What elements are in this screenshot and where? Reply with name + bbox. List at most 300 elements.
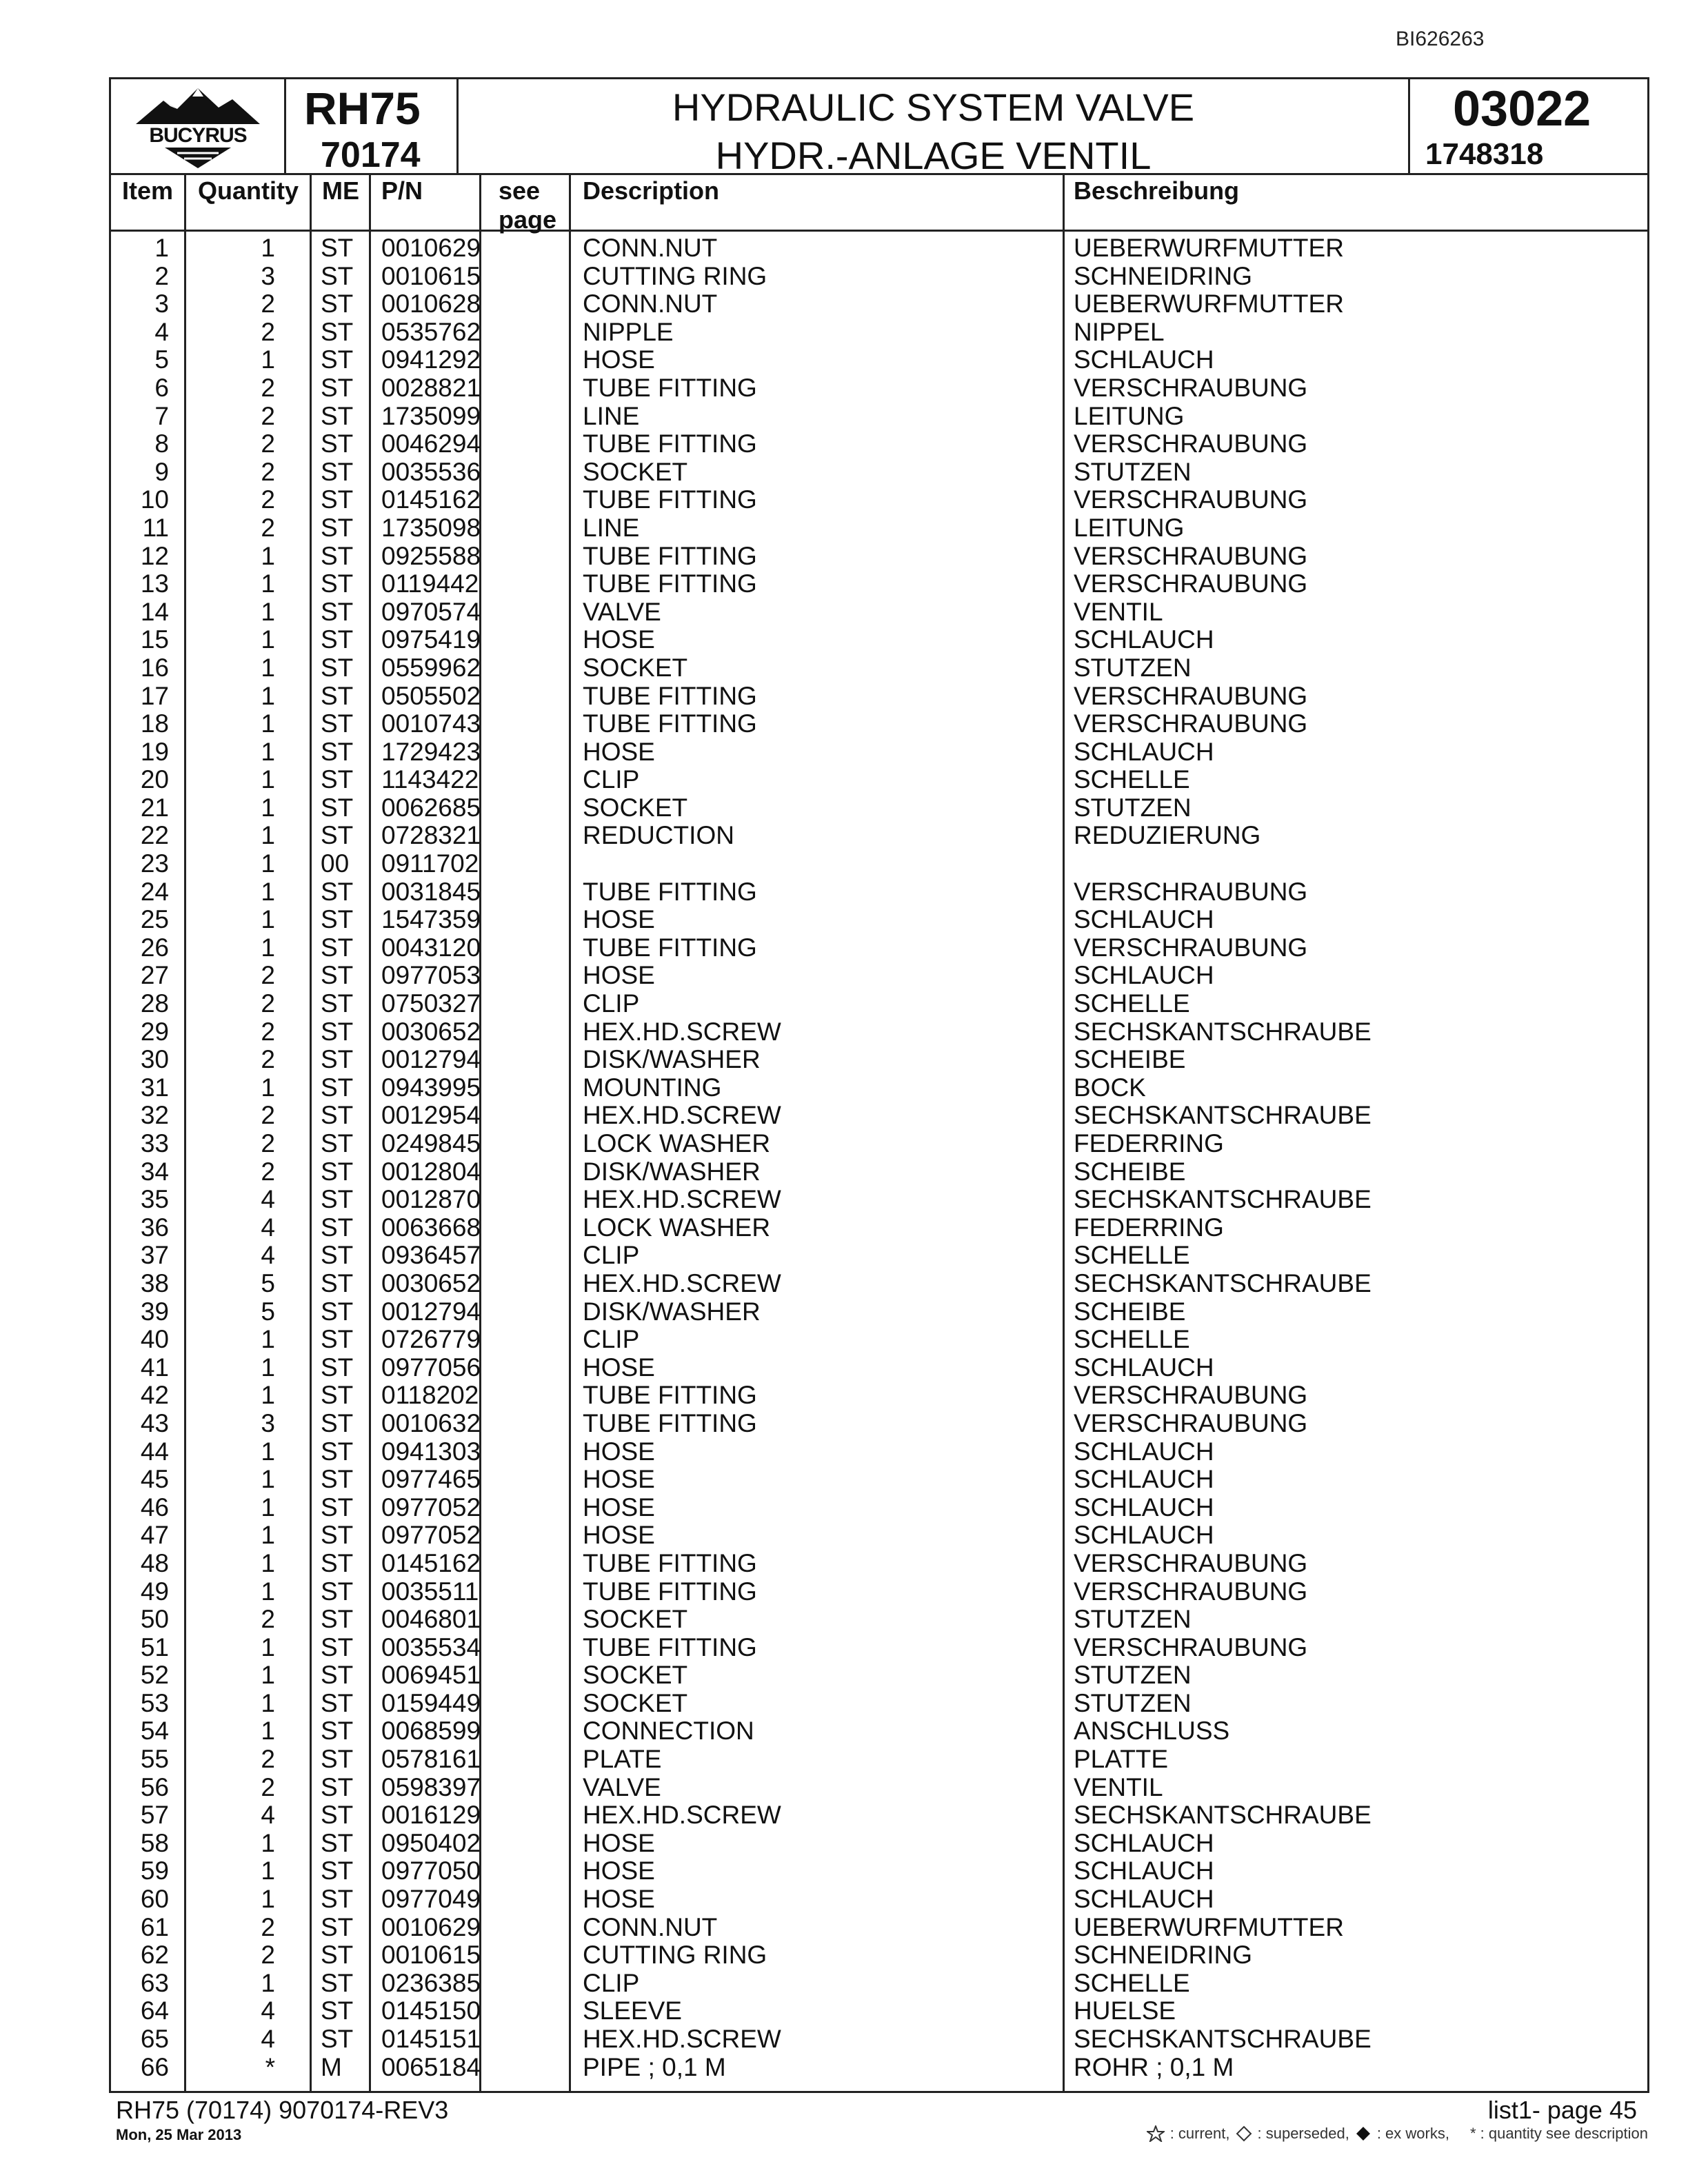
item-description: MOUNTING xyxy=(583,1073,722,1102)
item-unit: ST xyxy=(321,597,354,626)
item-number: 31 xyxy=(140,1073,169,1102)
reference-number: 1748318 xyxy=(1425,137,1544,171)
footer-page: list1- page 45 xyxy=(1487,2096,1637,2124)
item-description: CLIP xyxy=(583,765,640,794)
item-unit: ST xyxy=(321,1632,354,1661)
item-part-number: 0145162 xyxy=(381,1548,481,1577)
table-row xyxy=(111,1130,1647,1158)
item-part-number: 0012804 xyxy=(381,1157,481,1186)
item-beschreibung: VERSCHRAUBUNG xyxy=(1074,485,1308,514)
item-quantity: 1 xyxy=(261,709,275,738)
item-part-number: 0578161 xyxy=(381,1745,481,1774)
item-unit: ST xyxy=(321,1885,354,1914)
item-beschreibung: STUTZEN xyxy=(1074,1605,1192,1634)
item-number: 43 xyxy=(140,1408,169,1437)
item-part-number: 0941303 xyxy=(381,1437,481,1466)
table-row xyxy=(111,1690,1647,1718)
item-description: VALVE xyxy=(583,597,661,626)
item-unit: ST xyxy=(321,513,354,542)
item-unit: ST xyxy=(321,345,354,374)
item-description: TUBE FITTING xyxy=(583,541,757,570)
table-row xyxy=(111,263,1647,291)
table-row xyxy=(111,1270,1647,1298)
item-part-number: 0535762 xyxy=(381,317,481,346)
item-beschreibung: STUTZEN xyxy=(1074,653,1192,682)
item-part-number: 0977053 xyxy=(381,961,481,990)
item-beschreibung: VERSCHRAUBUNG xyxy=(1074,429,1308,458)
star-outline-icon xyxy=(1147,2125,1165,2142)
table-row xyxy=(111,962,1647,990)
item-description: HOSE xyxy=(583,1885,655,1914)
item-beschreibung: VENTIL xyxy=(1074,1772,1163,1801)
item-quantity: 2 xyxy=(261,1941,275,1970)
item-part-number: 0145162 xyxy=(381,485,481,514)
table-row xyxy=(111,430,1647,458)
item-quantity: 4 xyxy=(261,2025,275,2053)
item-unit: ST xyxy=(321,401,354,430)
item-description: VALVE xyxy=(583,1772,661,1801)
item-unit: ST xyxy=(321,1548,354,1577)
item-number: 35 xyxy=(140,1185,169,1214)
model-number: 70174 xyxy=(321,135,421,175)
item-beschreibung: SECHSKANTSCHRAUBE xyxy=(1074,1101,1372,1130)
item-number: 12 xyxy=(140,541,169,570)
item-quantity: 1 xyxy=(261,793,275,822)
item-part-number: 0010629 xyxy=(381,234,481,262)
item-number: 14 xyxy=(140,597,169,626)
item-number: 29 xyxy=(140,1017,169,1046)
table-row xyxy=(111,1326,1647,1354)
item-unit: ST xyxy=(321,234,354,262)
item-description: HOSE xyxy=(583,1521,655,1550)
item-unit: ST xyxy=(321,429,354,458)
item-unit: ST xyxy=(321,1493,354,1521)
item-beschreibung: HUELSE xyxy=(1074,1996,1176,2025)
item-quantity: 1 xyxy=(261,625,275,654)
item-beschreibung: PLATTE xyxy=(1074,1745,1169,1774)
item-unit: ST xyxy=(321,1801,354,1830)
item-unit: ST xyxy=(321,569,354,598)
item-quantity: 1 xyxy=(261,1857,275,1885)
table-row xyxy=(111,1830,1647,1858)
item-unit: ST xyxy=(321,765,354,794)
table-row xyxy=(111,1214,1647,1242)
table-row xyxy=(111,1661,1647,1690)
table-row xyxy=(111,990,1647,1018)
table-row xyxy=(111,403,1647,431)
item-quantity: 2 xyxy=(261,513,275,542)
item-description: HOSE xyxy=(583,1828,655,1857)
item-unit: ST xyxy=(321,1101,354,1130)
item-beschreibung: SCHLAUCH xyxy=(1074,1521,1214,1550)
item-unit: ST xyxy=(321,1605,354,1634)
item-description: CLIP xyxy=(583,1968,640,1997)
item-description: HEX.HD.SCREW xyxy=(583,1101,781,1130)
item-unit: ST xyxy=(321,709,354,738)
item-quantity: 2 xyxy=(261,290,275,318)
item-description: HOSE xyxy=(583,1857,655,1885)
item-beschreibung: SCHLAUCH xyxy=(1074,1885,1214,1914)
item-part-number: 0012794 xyxy=(381,1045,481,1074)
table-row xyxy=(111,738,1647,767)
diamond-outline-icon xyxy=(1236,2125,1252,2142)
item-description: SOCKET xyxy=(583,653,688,682)
item-quantity: 2 xyxy=(261,317,275,346)
item-unit: ST xyxy=(321,1325,354,1354)
item-description: TUBE FITTING xyxy=(583,709,757,738)
item-quantity: 1 xyxy=(261,597,275,626)
diamond-filled-icon xyxy=(1355,2125,1372,2142)
table-row xyxy=(111,486,1647,514)
item-description: HEX.HD.SCREW xyxy=(583,1017,781,1046)
item-unit: ST xyxy=(321,1157,354,1186)
item-number: 41 xyxy=(140,1353,169,1382)
item-quantity: 2 xyxy=(261,1605,275,1634)
item-description: CONN.NUT xyxy=(583,234,718,262)
table-row xyxy=(111,822,1647,850)
item-description: HOSE xyxy=(583,961,655,990)
item-number: 44 xyxy=(140,1437,169,1466)
item-unit: ST xyxy=(321,1045,354,1074)
item-description: CLIP xyxy=(583,1241,640,1270)
item-beschreibung: STUTZEN xyxy=(1074,793,1192,822)
item-unit: ST xyxy=(321,1717,354,1746)
item-beschreibung: SCHLAUCH xyxy=(1074,961,1214,990)
item-quantity: 1 xyxy=(261,1717,275,1746)
item-number: 48 xyxy=(140,1548,169,1577)
item-beschreibung: SCHELLE xyxy=(1074,1241,1190,1270)
item-number: 30 xyxy=(140,1045,169,1074)
item-quantity: 1 xyxy=(261,541,275,570)
item-part-number: 0030652 xyxy=(381,1268,481,1297)
item-unit: ST xyxy=(321,1661,354,1690)
item-description: HEX.HD.SCREW xyxy=(583,1801,781,1830)
logo-wordmark: BUCYRUS xyxy=(148,124,247,147)
item-part-number: 0977052 xyxy=(381,1493,481,1521)
item-beschreibung: SECHSKANTSCHRAUBE xyxy=(1074,2025,1372,2053)
item-beschreibung: SECHSKANTSCHRAUBE xyxy=(1074,1017,1372,1046)
legend-quantity: * : quantity see description xyxy=(1469,2125,1648,2142)
item-description: SOCKET xyxy=(583,457,688,486)
item-unit: ST xyxy=(321,1381,354,1410)
table-row xyxy=(111,1997,1647,2025)
item-beschreibung: SECHSKANTSCHRAUBE xyxy=(1074,1185,1372,1214)
item-quantity: 1 xyxy=(261,1325,275,1354)
item-quantity: 1 xyxy=(261,849,275,878)
item-number: 11 xyxy=(142,513,169,542)
item-beschreibung: VERSCHRAUBUNG xyxy=(1074,1408,1308,1437)
item-description: PIPE ; 0,1 M xyxy=(583,2052,726,2081)
item-unit: ST xyxy=(321,905,354,934)
item-part-number: 0925588 xyxy=(381,541,481,570)
table-row xyxy=(111,1941,1647,1970)
item-description: NIPPLE xyxy=(583,317,674,346)
item-number: 54 xyxy=(140,1717,169,1746)
item-beschreibung: SCHNEIDRING xyxy=(1074,1941,1253,1970)
item-beschreibung: VERSCHRAUBUNG xyxy=(1074,681,1308,710)
item-beschreibung: SCHELLE xyxy=(1074,989,1190,1018)
item-number: 34 xyxy=(140,1157,169,1186)
item-unit: 00 xyxy=(321,849,350,878)
item-unit: ST xyxy=(321,1912,354,1941)
item-number: 5 xyxy=(154,345,169,374)
item-description: HOSE xyxy=(583,1353,655,1382)
item-description: LOCK WASHER xyxy=(583,1129,771,1157)
item-number: 18 xyxy=(140,709,169,738)
item-part-number: 0010629 xyxy=(381,1912,481,1941)
item-description: TUBE FITTING xyxy=(583,1381,757,1410)
item-number: 46 xyxy=(140,1493,169,1521)
item-unit: ST xyxy=(321,821,354,850)
item-beschreibung: VERSCHRAUBUNG xyxy=(1074,541,1308,570)
item-part-number: 0145150 xyxy=(381,1996,481,2025)
item-quantity: 2 xyxy=(261,1101,275,1130)
table-row xyxy=(111,570,1647,598)
header-page: page xyxy=(499,205,557,234)
item-number: 4 xyxy=(154,317,169,346)
table-row xyxy=(111,1186,1647,1214)
header-description: Description xyxy=(583,176,720,205)
item-number: 6 xyxy=(154,373,169,402)
item-number: 40 xyxy=(140,1325,169,1354)
item-description: SOCKET xyxy=(583,1605,688,1634)
header-see-page xyxy=(499,176,556,234)
item-quantity: 1 xyxy=(261,234,275,262)
item-description: TUBE FITTING xyxy=(583,1577,757,1606)
item-beschreibung: LEITUNG xyxy=(1074,401,1185,430)
item-part-number: 0728321 xyxy=(381,821,481,850)
item-quantity: 1 xyxy=(261,905,275,934)
item-number: 2 xyxy=(154,261,169,290)
header-pn: P/N xyxy=(381,176,423,205)
title-english: HYDRAULIC SYSTEM VALVE xyxy=(672,85,1195,129)
item-description: HOSE xyxy=(583,1465,655,1494)
footer-date: Mon, 25 Mar 2013 xyxy=(116,2126,242,2143)
item-part-number: 0977049 xyxy=(381,1885,481,1914)
item-quantity: 4 xyxy=(261,1241,275,1270)
item-unit: ST xyxy=(321,1996,354,2025)
item-quantity: 1 xyxy=(261,737,275,766)
table-row xyxy=(111,1102,1647,1130)
item-part-number: 0068599 xyxy=(381,1717,481,1746)
table-row xyxy=(111,626,1647,654)
item-number: 64 xyxy=(140,1996,169,2025)
item-beschreibung: ANSCHLUSS xyxy=(1074,1717,1230,1746)
item-quantity: 2 xyxy=(261,429,275,458)
item-quantity: 2 xyxy=(261,1045,275,1074)
item-number: 20 xyxy=(140,765,169,794)
item-number: 27 xyxy=(140,961,169,990)
item-quantity: 1 xyxy=(261,653,275,682)
item-description: LINE xyxy=(583,513,640,542)
item-unit: ST xyxy=(321,653,354,682)
item-description: CUTTING RING xyxy=(583,261,767,290)
item-quantity: 2 xyxy=(261,485,275,514)
item-number: 10 xyxy=(140,485,169,514)
table-row xyxy=(111,1914,1647,1942)
item-part-number: 0010628 xyxy=(381,290,481,318)
brand-logo xyxy=(111,79,286,173)
item-quantity: 2 xyxy=(261,1772,275,1801)
legend-current: : current, xyxy=(1169,2125,1230,2142)
item-beschreibung: SCHEIBE xyxy=(1074,1297,1186,1326)
item-unit: ST xyxy=(321,1017,354,1046)
item-unit: ST xyxy=(321,373,354,402)
table-row xyxy=(111,1550,1647,1578)
item-number: 42 xyxy=(140,1381,169,1410)
item-unit: ST xyxy=(321,1745,354,1774)
item-part-number: 0236385 xyxy=(381,1968,481,1997)
item-number: 1 xyxy=(154,234,169,262)
item-beschreibung: SCHEIBE xyxy=(1074,1045,1186,1074)
item-part-number: 0118202 xyxy=(381,1381,479,1410)
item-part-number: 0975419 xyxy=(381,625,481,654)
item-number: 51 xyxy=(140,1632,169,1661)
item-quantity: 1 xyxy=(261,1688,275,1717)
title-german: HYDR.-ANLAGE VENTIL xyxy=(715,134,1152,177)
item-beschreibung: FEDERRING xyxy=(1074,1213,1224,1242)
item-description: HOSE xyxy=(583,625,655,654)
item-beschreibung: ROHR ; 0,1 M xyxy=(1074,2052,1234,2081)
table-row xyxy=(111,1158,1647,1186)
item-beschreibung: SCHEIBE xyxy=(1074,1157,1186,1186)
page-header xyxy=(109,77,1649,175)
table-row xyxy=(111,1074,1647,1102)
item-unit: ST xyxy=(321,1297,354,1326)
item-number: 59 xyxy=(140,1857,169,1885)
item-part-number: 0970574 xyxy=(381,597,481,626)
item-part-number: 0911702 xyxy=(381,849,479,878)
item-description: SOCKET xyxy=(583,1661,688,1690)
item-quantity: 2 xyxy=(261,961,275,990)
item-unit: ST xyxy=(321,625,354,654)
item-beschreibung: SCHLAUCH xyxy=(1074,345,1214,374)
item-beschreibung: SCHELLE xyxy=(1074,1325,1190,1354)
header-quantity: Quantity xyxy=(198,176,299,205)
item-description: HOSE xyxy=(583,905,655,934)
item-description: TUBE FITTING xyxy=(583,1548,757,1577)
item-number: 17 xyxy=(140,681,169,710)
item-description: HOSE xyxy=(583,1437,655,1466)
item-quantity: 1 xyxy=(261,1548,275,1577)
table-row xyxy=(111,290,1647,318)
item-unit: ST xyxy=(321,961,354,990)
table-body xyxy=(111,234,1647,2081)
table-row xyxy=(111,934,1647,962)
legend-ex-works: : ex works, xyxy=(1376,2125,1449,2142)
item-number: 28 xyxy=(140,989,169,1018)
item-number: 25 xyxy=(140,905,169,934)
item-number: 62 xyxy=(140,1941,169,1970)
item-beschreibung: SCHELLE xyxy=(1074,1968,1190,1997)
item-beschreibung: STUTZEN xyxy=(1074,1688,1192,1717)
table-row xyxy=(111,1298,1647,1326)
item-description: HOSE xyxy=(583,345,655,374)
item-part-number: 1547359 xyxy=(381,905,481,934)
item-description: TUBE FITTING xyxy=(583,569,757,598)
item-description: HOSE xyxy=(583,1493,655,1521)
item-description: CUTTING RING xyxy=(583,1941,767,1970)
item-description: CONN.NUT xyxy=(583,1912,718,1941)
item-part-number: 0035511 xyxy=(381,1577,479,1606)
item-part-number: 0012870 xyxy=(381,1185,481,1214)
item-part-number: 0035534 xyxy=(381,1632,481,1661)
table-header xyxy=(111,175,1647,232)
table-row xyxy=(111,1885,1647,1914)
table-row xyxy=(111,1466,1647,1494)
item-number: 37 xyxy=(140,1241,169,1270)
item-quantity: 2 xyxy=(261,1745,275,1774)
item-quantity: 1 xyxy=(261,1885,275,1914)
item-description: CLIP xyxy=(583,989,640,1018)
item-unit: ST xyxy=(321,1241,354,1270)
table-row xyxy=(111,654,1647,682)
item-beschreibung: SCHLAUCH xyxy=(1074,1353,1214,1382)
table-row xyxy=(111,458,1647,487)
item-part-number: 0016129 xyxy=(381,1801,481,1830)
item-description: DISK/WASHER xyxy=(583,1045,761,1074)
item-beschreibung: SCHLAUCH xyxy=(1074,625,1214,654)
item-unit: ST xyxy=(321,877,354,906)
item-beschreibung: VERSCHRAUBUNG xyxy=(1074,1632,1308,1661)
item-unit: ST xyxy=(321,1213,354,1242)
item-number: 65 xyxy=(140,2025,169,2053)
item-number: 38 xyxy=(140,1268,169,1297)
item-part-number: 0010615 xyxy=(381,261,481,290)
item-part-number: 0941292 xyxy=(381,345,481,374)
item-beschreibung: STUTZEN xyxy=(1074,457,1192,486)
item-quantity: 2 xyxy=(261,1157,275,1186)
item-beschreibung: VERSCHRAUBUNG xyxy=(1074,1577,1308,1606)
table-row xyxy=(111,1970,1647,1998)
item-quantity: 1 xyxy=(261,1381,275,1410)
item-part-number: 1729423 xyxy=(381,737,481,766)
item-number: 7 xyxy=(154,401,169,430)
item-number: 21 xyxy=(140,793,169,822)
item-part-number: 0028821 xyxy=(381,373,481,402)
item-number: 26 xyxy=(140,933,169,962)
table-row xyxy=(111,234,1647,263)
item-description: TUBE FITTING xyxy=(583,485,757,514)
item-part-number: 0046801 xyxy=(381,1605,481,1634)
item-part-number: 0977050 xyxy=(381,1857,481,1885)
item-beschreibung: SCHLAUCH xyxy=(1074,1437,1214,1466)
table-row xyxy=(111,346,1647,374)
item-part-number: 0559962 xyxy=(381,653,481,682)
item-quantity: 1 xyxy=(261,1521,275,1550)
item-number: 56 xyxy=(140,1772,169,1801)
item-description: TUBE FITTING xyxy=(583,429,757,458)
item-quantity: 1 xyxy=(261,681,275,710)
item-description: HEX.HD.SCREW xyxy=(583,1185,781,1214)
item-quantity: 1 xyxy=(261,569,275,598)
item-beschreibung: STUTZEN xyxy=(1074,1661,1192,1690)
item-number: 22 xyxy=(140,821,169,850)
item-unit: M xyxy=(321,2052,342,2081)
item-number: 36 xyxy=(140,1213,169,1242)
item-quantity: 1 xyxy=(261,345,275,374)
item-part-number: 0010632 xyxy=(381,1408,481,1437)
item-quantity: 4 xyxy=(261,1213,275,1242)
item-quantity: 1 xyxy=(261,1968,275,1997)
item-unit: ST xyxy=(321,2025,354,2053)
item-unit: ST xyxy=(321,1073,354,1102)
item-quantity: 2 xyxy=(261,457,275,486)
table-row xyxy=(111,710,1647,738)
item-number: 16 xyxy=(140,653,169,682)
item-number: 58 xyxy=(140,1828,169,1857)
item-number: 53 xyxy=(140,1688,169,1717)
